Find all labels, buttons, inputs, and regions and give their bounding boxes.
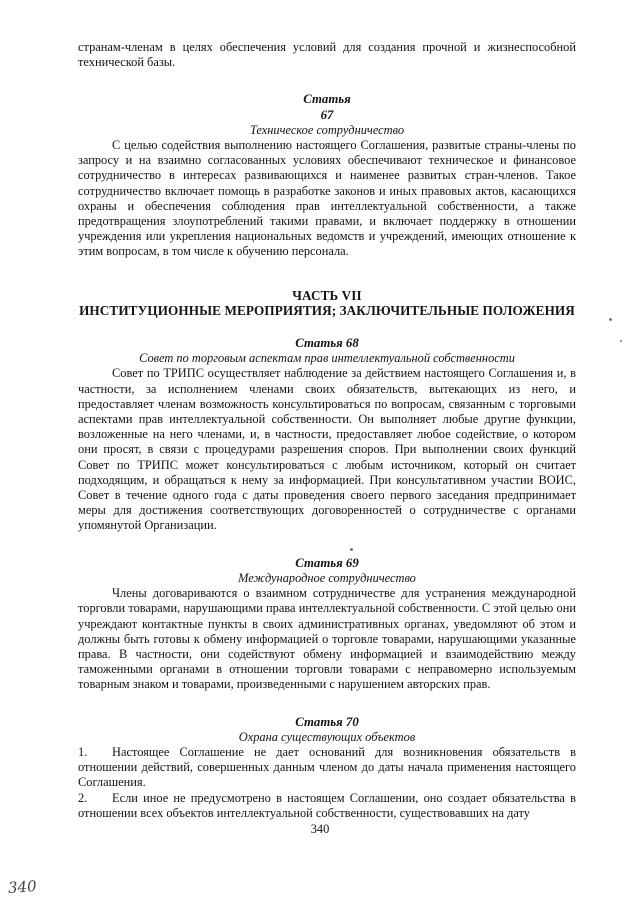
scan-speck — [620, 340, 622, 342]
part-title: ЧАСТЬ VII — [292, 287, 362, 303]
item-number: 2. — [78, 790, 88, 805]
scan-speck — [609, 318, 612, 321]
article-68-heading: Статья 68 — [295, 336, 359, 351]
item-text: Настоящее Соглашение не дает оснований для возникновения обязательств в отношении действий, совершенных данным членом до даты начала применения настоящего Соглашения. — [78, 744, 576, 790]
article-69-text: Члены договариваются о взаимном сотрудничестве для устранения международной торговли товарами, нарушающими права интеллектуальной собственности. С этой целью они учреждают контактные пункты в своих административных органах, уведомляют об этом и должны быть готовы к обмену информацией о торговле товарами, нарушающими указанные права. В частности, они содействуют обмену информацией и взаимодействию между таможенными органами в отношении торговли товарами с неправомерно используемым товарным знаком и товарами, произведенными с нарушением авторских прав. — [78, 586, 576, 692]
page-number: 340 — [310, 822, 330, 836]
article-67-number: 67 — [320, 107, 334, 122]
article-69-subtitle: Международное сотрудничество — [238, 570, 416, 585]
article-70-item-1 — [78, 745, 576, 791]
article-70-heading: Статья 70 — [295, 714, 359, 729]
article-67-heading: Статья — [303, 92, 351, 107]
handwritten-page-number: 340 — [7, 877, 38, 897]
article-70-item-2 — [78, 791, 576, 821]
article-68-subtitle: Совет по торговым аспектам прав интеллектуальной собственности — [139, 351, 515, 366]
item-number: 1. — [78, 744, 88, 759]
scan-speck — [350, 548, 353, 551]
item-text: Если иное не предусмотрено в настоящем Соглашении, оно создает обязательства в отношении всех объектов интеллектуальной собственности, существовавших на дату — [78, 790, 576, 820]
part-subtitle: ИНСТИТУЦИОННЫЕ МЕРОПРИЯТИЯ; ЗАКЛЮЧИТЕЛЬНЫЕ ПОЛОЖЕНИЯ — [79, 302, 575, 318]
article-67-text: С целью содействия выполнению настоящего Соглашения, развитые страны-члены по запросу и на взаимно согласованных условиях обеспечивают техническое и финансовое сотрудничество в интересах развивающихся и наименее развитых стран-членов. Такое сотрудничество включает помощь в разработке законов и иных правовых актов, касающихся охраны и обеспечения соблюдения прав интеллектуальной собственности, а также предотвращения злоупотреблений такими правами, и включает поддержку в отношении учреждения или укрепления национальных ведомств и учреждений, имеющих отношение к этим вопросам, в том числе к обучению персонала. — [78, 138, 576, 259]
article-70-subtitle: Охрана существующих объектов — [238, 729, 416, 744]
intro-paragraph: странам-членам в целях обеспечения условий для создания прочной и жизнеспособной технической базы. — [78, 40, 576, 70]
article-68-text: Совет по ТРИПС осуществляет наблюдение за действием настоящего Соглашения и, в частности, за исполнением членами своих обязательств, вытекающих из него, и предоставляет членам возможность консультироваться по вопросам, связанным с торговыми аспектами прав интеллектуальной собственности. Он выполняет любые другие функции, возложенные на него членами, и, в частности, предоставляет любое содействие, о котором они просят, в связи с процедурами разрешения споров. При выполнении своих функций Совет по ТРИПС может консультироваться с любым источником, который он считает подходящим, и обращаться к нему за информацией. При консультативном участии ВОИС, Совет в течение одного года с даты проведения своего первого заседания предпринимает меры для достижения соответствующих договоренностей о сотрудничестве с органами упомянутой Организации. — [78, 366, 576, 533]
article-69-heading: Статья 69 — [295, 555, 359, 570]
article-67-subtitle: Техническое сотрудничество — [249, 122, 405, 137]
document-page — [78, 40, 576, 821]
